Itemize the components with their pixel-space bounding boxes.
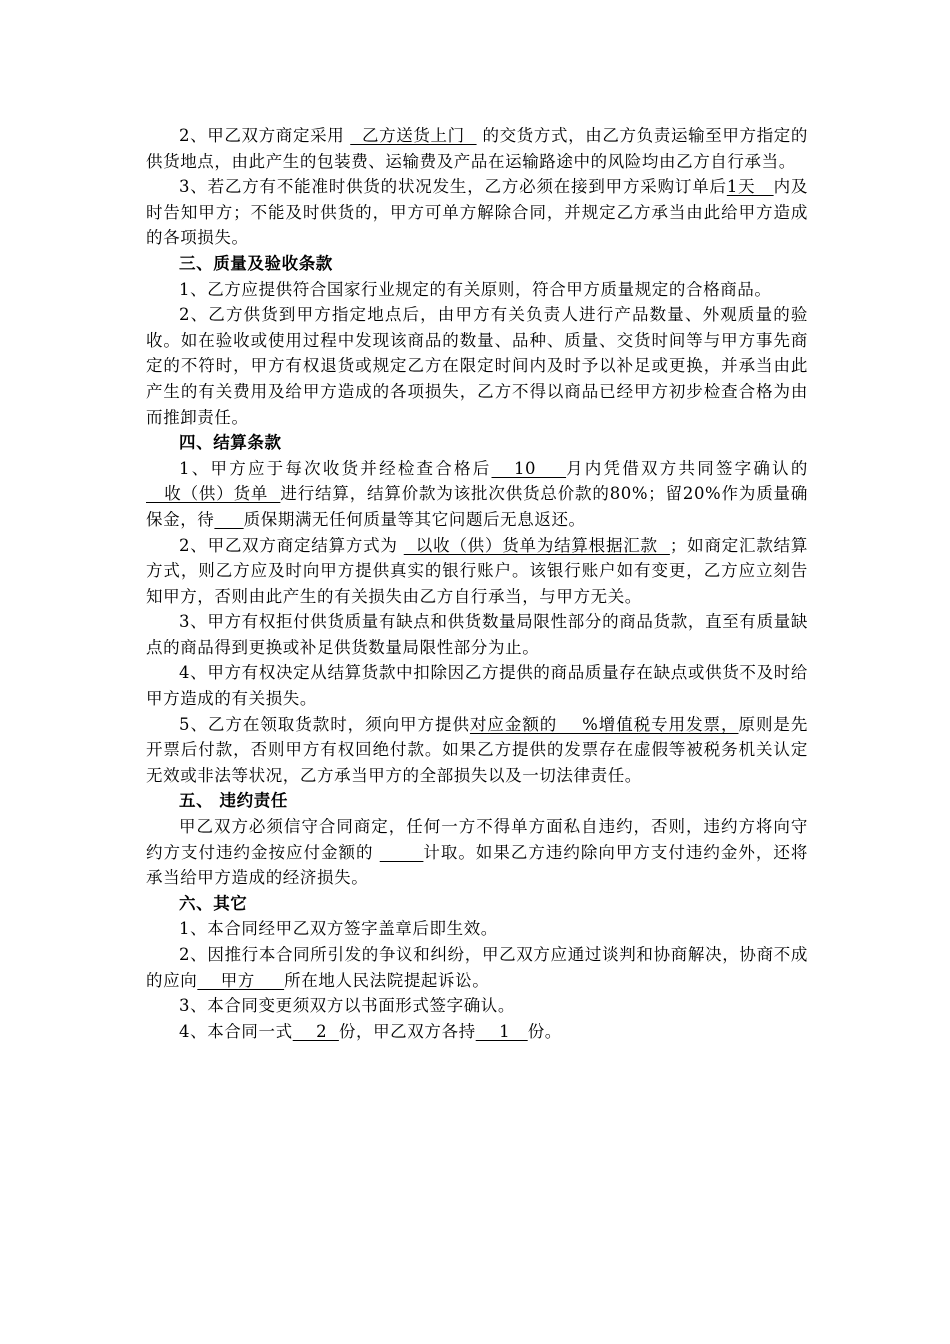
blank-copies-each: 1 — [475, 1021, 528, 1041]
other-clause-1: 1、本合同经甲乙双方签字盖章后即生效。 — [179, 919, 498, 939]
delivery-clause-2: 2、甲乙双方商定采用 乙方送货上门 的交货方式，由乙方负责运输至甲方指定的供货地点，由此产生的包装费、运输费及产品在运输路途中的风险均由乙方自行承当。 — [146, 126, 808, 171]
settlement-clause-1: 1、甲方应于每次收货并经检查合格后 10 月内凭借双方共同签字确认的 收（供）货单 进行结算，结算价款为该批次供货总价款的80%；留20%作为质量确保金，待 质保期满无任何质量等其它问题后无息返还。 — [146, 458, 808, 529]
blank-penalty — [380, 843, 424, 862]
section-heading-breach: 五、 违约责任 — [179, 791, 288, 811]
blank-delivery-method: 乙方送货上门 — [350, 126, 477, 145]
blank-receipt: 收（供）货单 — [146, 484, 281, 504]
blank-invoice: 对应金额的 %增值税专用发票， — [469, 714, 739, 734]
delivery-clause-3: 3、若乙方有不能准时供货的状况发生，乙方必须在接到甲方采购订单后1天 内及时告知甲方；不能及时供货的，甲方可单方解除合同，并规定乙方承当由此给甲方造成的各项损失。 — [146, 177, 809, 248]
breach-clause: 甲乙双方必须信守合同商定，任何一方不得单方面私自违约，否则，违约方将向守约方支付违约金按应付金额的 计取。如果乙方违约除向甲方支付违约金外，还将承当给甲方造成的经济损失。 — [146, 817, 808, 888]
settlement-clause-4: 4、甲方有权决定从结算货款中扣除因乙方提供的商品质量存在缺点或供货不及时给甲方造成的有关损失。 — [146, 663, 808, 709]
quality-clause-1: 1、乙方应提供符合国家行业规定的有关原则，符合甲方质量规定的合格商品。 — [179, 279, 772, 299]
blank-warranty — [214, 510, 243, 529]
other-clause-2: 2、因推行本合同所引发的争议和纠纷，甲乙双方应通过谈判和协商解决，协商不成的应向 甲方 所在地人民法院提起诉讼。 — [146, 945, 808, 990]
quality-clause-2: 2、乙方供货到甲方指定地点后，由甲方有关负责人进行产品数量、外观质量的验收。如在验收或使用过程中发现该商品的数量、品种、质量、交货时间等与甲方事先商定的不符时，甲方有权退货或规定乙方在限定时间内及时予以补足或更换，并承当由此产生的有关费用及给甲方造成的各项损失，乙方不得以商品已经甲方初步检查合格为由而推卸责任。 — [146, 305, 808, 427]
blank-notice-days: 1天 — [726, 177, 774, 197]
contract-body — [146, 123, 808, 1044]
other-clause-4: 4、本合同一式 2 份，甲乙双方各持 1 份。 — [179, 1021, 562, 1041]
blank-settlement-method: 以收（供）货单为结算根据汇款 — [403, 535, 670, 555]
settlement-clause-3: 3、甲方有权拒付供货质量有缺点和供货数量局限性部分的商品货款，直至有质量缺点的商品得到更换或补足供货数量局限性部分为止。 — [146, 612, 808, 657]
other-clause-3: 3、本合同变更须双方以书面形式签字确认。 — [179, 996, 515, 1016]
settlement-clause-2: 2、甲乙双方商定结算方式为 以收（供）货单为结算根据汇款 ；如商定汇款结算方式，则乙方应及时向甲方提供真实的银行账户。该银行账户如有变更，乙方应立刻告知甲方，否则由此产生的有关损失由乙方自行承当，与甲方无关。 — [146, 535, 808, 606]
section-heading-settlement: 四、结算条款 — [179, 433, 282, 453]
settlement-clause-5: 5、乙方在领取货款时，须向甲方提供对应金额的 %增值税专用发票，原则是先开票后付款，否则甲方有权回绝付款。如果乙方提供的发票存在虚假等被税务机关认定无效或非法等状况，乙方承当甲方的全部损失以及一切法律责任。 — [146, 714, 808, 785]
section-heading-quality: 三、质量及验收条款 — [179, 253, 333, 273]
blank-court-party: 甲方 — [197, 970, 285, 990]
blank-months: 10 — [491, 458, 567, 478]
section-heading-other: 六、其它 — [179, 893, 248, 913]
blank-copies-total: 2 — [292, 1021, 339, 1041]
